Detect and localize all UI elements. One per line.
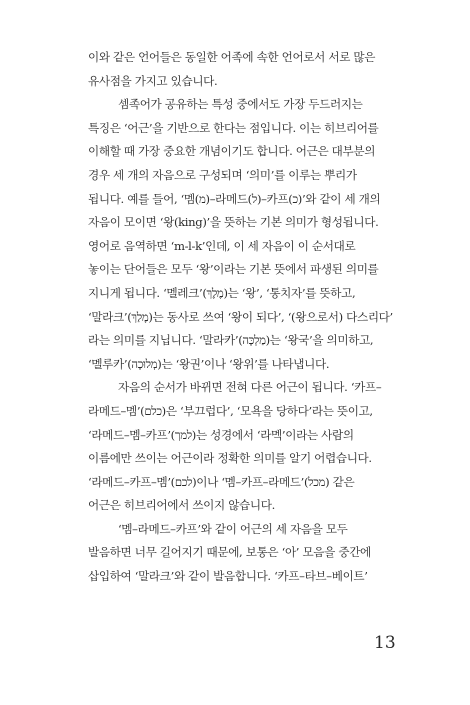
text-line: 이름에만 쓰이는 어근이라 정확한 의미를 알기 어렵습니다. [88, 451, 372, 466]
text-line: 경우 세 개의 자음으로 구성되며 ‘의미’를 이루는 뿌리가 [88, 167, 357, 182]
text-line: 영어로 음역하면 ‘m-l-k’인데, 이 세 자음이 이 순서대로 [88, 238, 356, 253]
text-line: 이와 같은 언어들은 동일한 어족에 속한 언어로서 서로 많은 [88, 50, 376, 64]
text-line: 유사점을 가지고 있습니다. [88, 73, 218, 88]
text-line: 라메드–멤’(כלם)은 ‘부끄럽다’, ‘모욕을 당하다’라는 뜻이고, [88, 403, 373, 418]
paragraph-first-line: 자음의 순서가 바뀌면 전혀 다른 어근이 됩니다. ‘카프– [118, 380, 382, 395]
text-line: 이해할 때 가장 중요한 개념이기도 합니다. 어근은 대부분의 [88, 144, 376, 159]
text-line: 삽입하여 ‘말라크’와 같이 발음합니다. ‘카프–타브–베이트’ [88, 569, 368, 584]
text-line: 됩니다. 예를 들어, ‘멤(מ)–라메드(ל)–카프(כ)’와 같이 세 개의 [88, 191, 381, 206]
text-line: 자음이 모이면 ‘왕(king)’을 뜻하는 기본 의미가 형성됩니다. [88, 215, 379, 230]
text-line: ‘라메드–카프–멤’(לכם)이나 ‘멤–카프–라메드’(מכל) 같은 [88, 474, 355, 489]
text-line: 라는 의미를 지닙니다. ‘말라카’(מַלְכָּה)는 ‘왕국’을 의미하고, [88, 333, 374, 348]
text-line: 지니게 됩니다. ‘멜레크’(מֶלֶךְ)는 ‘왕’, ‘통치자’를 뜻하고, [88, 285, 356, 300]
text-line: 발음하면 너무 길어지기 때문에, 보통은 ‘아’ 모음을 중간에 [88, 545, 371, 560]
text-line: ‘멜루카’(מְלוּכָה)는 ‘왕권’이나 ‘왕위’를 나타냅니다. [88, 356, 330, 371]
page-number: 13 [374, 633, 396, 653]
text-line: ‘라메드–멤–카프’(למך)는 성경에서 ‘라멕’이라는 사람의 [88, 427, 354, 442]
body-text [88, 46, 406, 589]
paragraph-first-line: ‘멤–라메드–카프’와 같이 어근의 세 자음을 모두 [118, 521, 348, 536]
text-line: 놓이는 단어들은 모두 ‘왕’이라는 기본 뜻에서 파생된 의미를 [88, 262, 379, 277]
text-line: ‘말라크’(מָלַךְ)는 동사로 쓰여 ‘왕이 되다’, ‘(왕으로서) 다스리다’ [88, 309, 393, 324]
text-line: 어근은 히브리어에서 쓰이지 않습니다. [88, 498, 275, 513]
paragraph-first-line: 셈족어가 공유하는 특성 중에서도 가장 두드러지는 [118, 97, 363, 112]
text-line: 특징은 ‘어근’을 기반으로 한다는 점입니다. 이는 히브리어를 [88, 120, 379, 135]
